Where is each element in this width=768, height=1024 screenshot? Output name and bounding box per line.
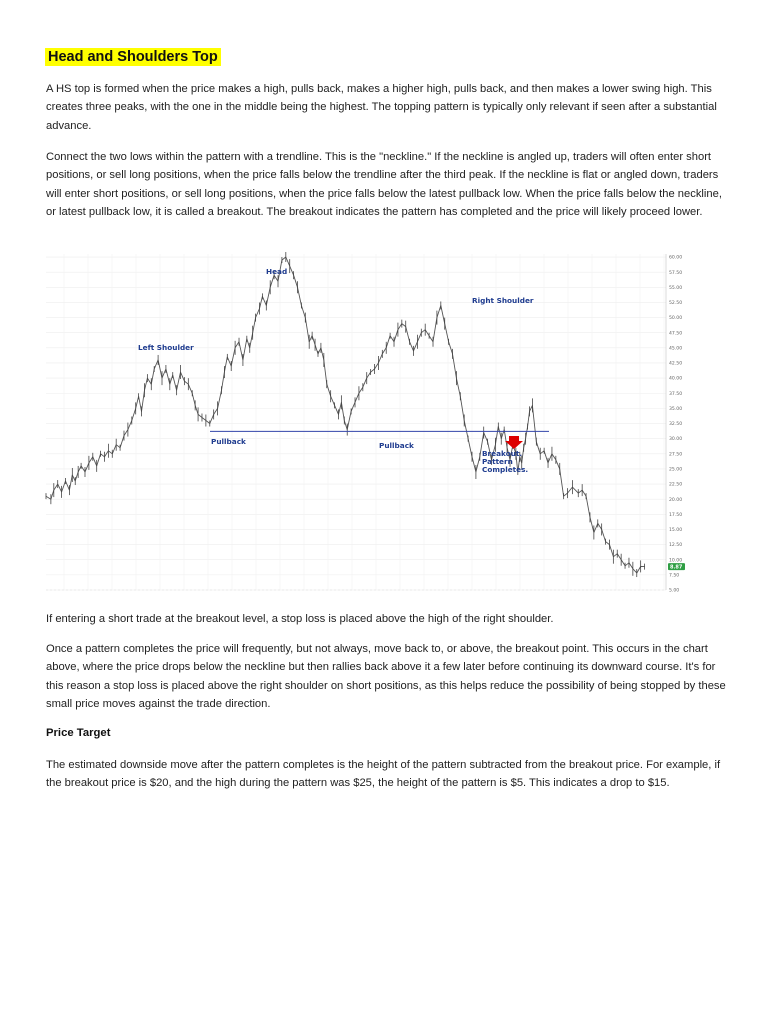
y-tick-label-20: 10.00 (669, 558, 683, 564)
chart-background (44, 250, 690, 595)
y-tick-label-15: 22.50 (669, 482, 683, 488)
y-tick-label-8: 40.00 (669, 376, 683, 382)
head-and-shoulders-chart (44, 250, 690, 595)
paragraph-price-target: The estimated downside move after the pattern completes is the height of the pattern subtracted from the breakout price. For example, if the breakout price is $20, and the high during the pattern was $25, the height of the pattern is $5. This indicates a drop to $15. (46, 759, 721, 790)
y-tick-label-5: 47.50 (669, 331, 683, 337)
annotation-pullback-right: Pullback (379, 441, 414, 450)
y-tick-label-0: 60.00 (669, 255, 683, 261)
annotation-breakout-line3: Completes. (482, 465, 529, 474)
y-tick-label-2: 55.00 (669, 285, 683, 291)
y-tick-label-19: 12.50 (669, 543, 683, 549)
y-tick-label-10: 35.00 (669, 406, 683, 412)
y-tick-label-9: 37.50 (669, 391, 683, 397)
annotation-head: Head (266, 267, 288, 276)
y-tick-label-12: 30.00 (669, 437, 683, 443)
chart-svg (44, 250, 690, 595)
y-tick-label-18: 15.00 (669, 528, 683, 534)
y-tick-label-21: 7.50 (669, 573, 680, 579)
paragraph-stop-loss: If entering a short trade at the breakout level, a stop loss is placed above the high of the right shoulder. (46, 613, 554, 625)
page-title: Head and Shoulders Top (45, 48, 221, 66)
y-tick-label-17: 17.50 (669, 512, 683, 518)
paragraph-neckline: Connect the two lows within the pattern with a trendline. This is the "neckline." If the neckline is angled up, traders will often enter short positions, or sell long positions, when the price falls below the trendline after the third peak. If the neckline is flat or angled down, traders will enter short positions, or sell long positions, when the price falls below the latest pullback low. When the price falls below the neckline, or latest pullback low, it is called a breakout. The breakout indicates the pattern has completed and the price will likely proceed lower. (46, 151, 722, 218)
current-price-label: 8.87 (670, 564, 683, 571)
y-tick-label-16: 20.00 (669, 497, 683, 503)
y-axis-ticks (669, 255, 682, 594)
y-tick-label-13: 27.50 (669, 452, 683, 458)
y-tick-label-1: 57.50 (669, 270, 683, 276)
y-tick-label-14: 25.00 (669, 467, 683, 473)
price-target-heading: Price Target (46, 727, 111, 739)
annotation-breakout-line2: Pattern (482, 457, 513, 466)
y-tick-label-22: 5.00 (669, 588, 680, 594)
y-tick-label-11: 32.50 (669, 422, 683, 428)
annotation-breakout-line1: Breakout. (482, 449, 523, 458)
y-tick-label-6: 45.00 (669, 346, 683, 352)
annotation-right-shoulder: Right Shoulder (472, 296, 534, 305)
paragraph-intro: A HS top is formed when the price makes a high, pulls back, makes a higher high, pulls back, and then makes a lower swing high. This creates three peaks, with the one in the middle being the highest. The topping pattern is typically only relevant if seen after a substantial advance. (46, 83, 717, 132)
annotation-left-shoulder: Left Shoulder (138, 343, 194, 352)
y-tick-label-4: 50.00 (669, 316, 683, 322)
y-tick-label-3: 52.50 (669, 301, 683, 307)
y-tick-label-7: 42.50 (669, 361, 683, 367)
paragraph-retest: Once a pattern completes the price will frequently, but not always, move back to, or above, the breakout point. This occurs in the chart above, where the price drops below the neckline but then rallies back above it a few later before continuing its downward course. It's for this reason a stop loss is placed above the right shoulder on short positions, as this helps reduce the possibility of being stopped by these small price moves against the trade direction. (46, 643, 726, 710)
annotation-pullback-left: Pullback (211, 437, 246, 446)
